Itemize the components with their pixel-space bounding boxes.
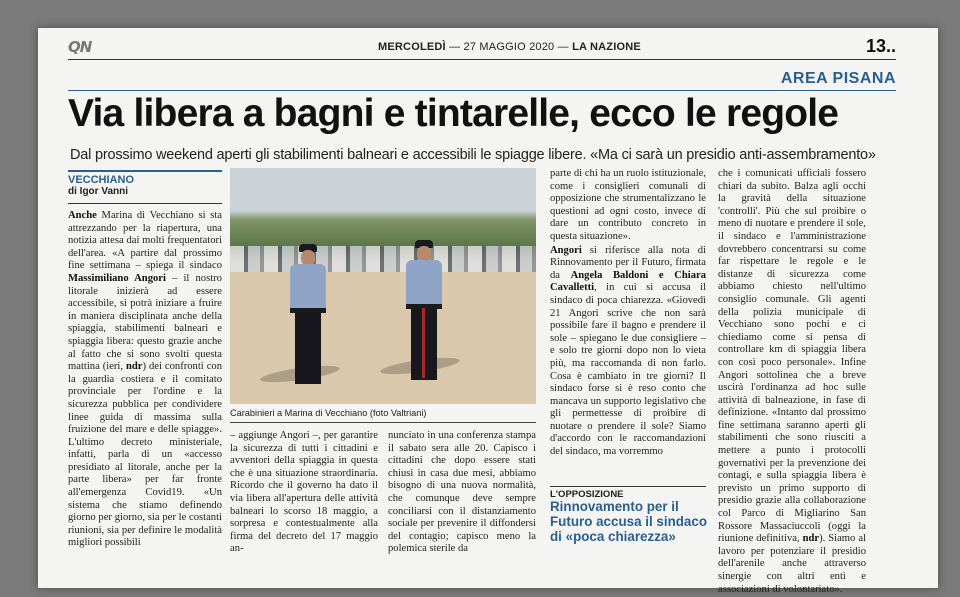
opposition-title: Rinnovamento per il Futuro accusa il sindaco di «poca chiarezza» xyxy=(550,499,708,544)
article-column-1: Anche Marina di Vecchiano si sta attrezzando per la riapertura, una notizia attesa dai molti frequentatori dell'area. «A partire dal prossimo fine settimana – spiega il sindaco Massimiliano Angori – il nostro litorale inizierà ad essere accessibile, si potrà iniziare a fruire in maniera disciplinata anche della spiaggia, stabilimenti balneari e spiaggia libera: questo grazie anche al fatto che si sono svolti questa mattina (ieri, ndr) dei confronti con la guardia costiera e il comitato provinciale per l'ordine e la sicurezza pubblica per condividere linee guida di massima sulla fruizione del mare e delle spiagge». L'ultimo decreto ministeriale, infatti, parla di un «accesso presidiato al litorale, anche per la parte libera» per far fronte all'emergenza Covid19. «Un sistema che stiamo definendo giorno per giorno, sia per le costanti riunioni, sia per definire le modalità migliori possibili xyxy=(68,210,222,549)
opposition-label: L'OPPOSIZIONE xyxy=(550,486,706,500)
section-title: AREA PISANA xyxy=(780,70,896,87)
article-column-4: parte di chi ha un ruolo istituzionale, come i consiglieri comunali di opposizione che strumentalizzano le questioni ad ogni costo, invece di dare un contributo concreto in questa situazione». Angori si riferisce alla nota di Rinnovamento per il Futuro, firmata da Angela Baldoni e Chiara Cavalletti, in cui si accusa il sindaco di poca chiarezza. «Giovedì 21 Angori scrive che non sarà possibile fare il bagno e prendere il sole – spiegano le due consigliere – e solo tre giorni dopo non lo vieta più, ma raccomanda di non farlo. Cosa è cambiato in tre giorni? Il sindaco forse si è reso conto che mancava un supporto legislativo che gli permettesse di proibire di nuotare o prendere il sole? Siamo d'accordo con le raccomandazioni del sindaco, ma vorremmo xyxy=(550,168,706,458)
headline: Via libera a bagni e tintarelle, ecco le regole xyxy=(68,92,839,135)
beach-sand xyxy=(230,272,536,404)
paper-name: LA NAZIONE xyxy=(572,41,641,53)
dateline-place: VECCHIANO xyxy=(68,170,222,186)
subheadline: Dal prossimo weekend aperti gli stabilimenti balneari e accessibili le spiagge libere. «Ma ci sarà un presidio anti-assembramento» xyxy=(70,147,876,163)
qn-logo: QN xyxy=(68,38,92,56)
date: — 27 MAGGIO 2020 — xyxy=(449,41,569,53)
article-column-5: che i comunicati ufficiali fossero chiari da subito. Balza agli occhi la gravità della situazione 'controlli'. Più che sul proibire o meno di nuotare e prendere il sole, il sindaco e l'amministrazione dovrebbero concentrarsi su come far rispettare le regole e le distanze di sicurezza come abbiamo chiesto nell'ultimo consiglio comunale. Gli agenti della polizia municipale di Vecchiano sono pochi e ci chiediamo come si pensa di controllare km di spiaggia libera con così poco personale». Infine Angori sottolinea che a breve uscirà l'ordinanza ad hoc sulle attività di balneazione, in fase di definizione. «Intanto dal prossimo fine settimana saranno aperti gli stabilimenti che sono riusciti a mettere a punto i protocolli governativi per la prevenzione dei contagi, e sulla spiaggia libera è previsto un primo supporto di presidio grazie alla collaborazione col Parco di Migliarino San Rossore Massaciuccoli (oggi la riunione definitiva, ndr). Siamo al lavoro per potenziare il presidio dell'arenile anche attraverso sinergie con altri enti e associazioni di volontariato». xyxy=(718,168,866,595)
lead-word: Anche xyxy=(68,210,97,221)
section-rule xyxy=(68,90,896,91)
photo-rule xyxy=(230,422,536,423)
weekday: MERCOLEDÌ xyxy=(378,41,446,53)
mayor-name: Massimiliano Angori xyxy=(68,272,166,284)
page-dots: .. xyxy=(885,36,896,56)
byline-rule xyxy=(68,203,222,204)
councillors-names: Angela Baldoni e Chiara Cavalletti xyxy=(550,269,706,294)
date-line xyxy=(378,41,641,53)
article-column-2: – aggiunge Angori –, per garantire la sicurezza di tutti i cittadini e avventori della spiaggia in questa che è una situazione straordinaria. Ricordo che il governo ha dato il via libera all'apertura delle attività balneari lo scorso 18 maggio, a sorpresa e contestualmente alla firma del decreto del 17 maggio an- xyxy=(230,430,378,555)
page-header xyxy=(68,38,896,60)
page-number: 13.. xyxy=(865,36,896,56)
angori-bold: Angori xyxy=(550,244,582,256)
photo-caption: Carabinieri a Marina di Vecchiano (foto Valtriani) xyxy=(230,408,427,418)
parked-cars xyxy=(230,246,536,272)
byline: di Igor Vanni xyxy=(68,186,129,197)
newspaper-page xyxy=(38,28,938,595)
article-photo xyxy=(230,168,536,404)
article-column-3: nunciato in una conferenza stampa il sabato sera alle 20. Capisco i cittadini che dopo essere stati chiusi in casa due mesi, abbiamo bisogno di una nuova normalità, che comunque deve sempre conciliarsi con il distanziamento sociale per prevenire il diffondersi del contagio; capisco meno la polemica sterile da xyxy=(388,430,536,555)
